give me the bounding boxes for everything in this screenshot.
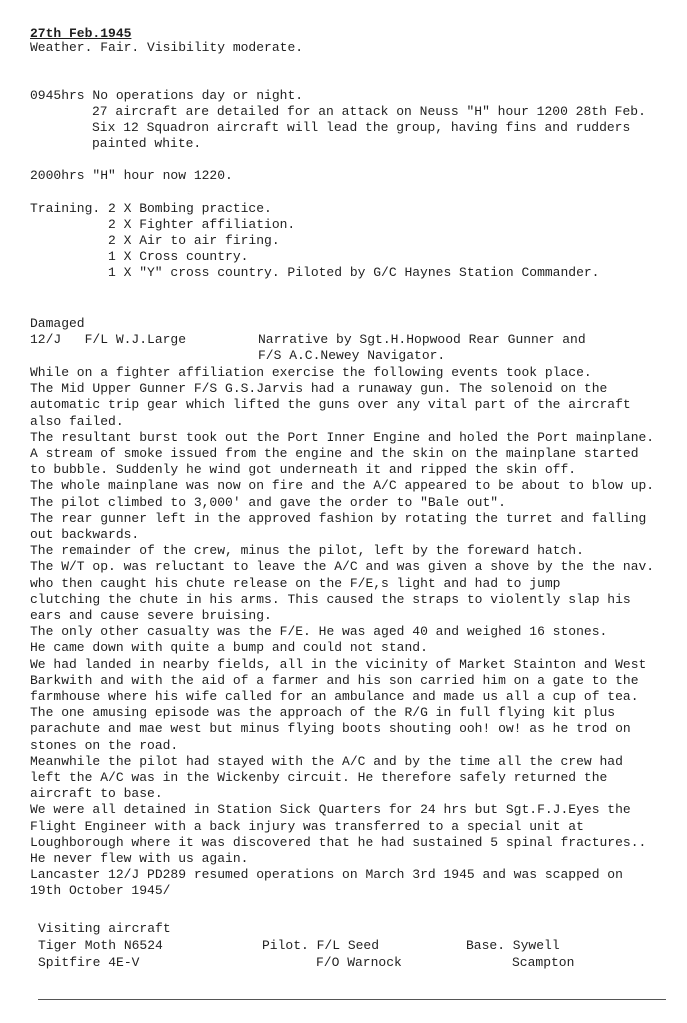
narrative-line: While on a fighter affiliation exercise the following events took place. (30, 365, 592, 380)
narrative-line: We had landed in nearby fields, all in the vicinity of Market Stainton and West (30, 656, 647, 672)
ops-detail-line: Six 12 Squadron aircraft will lead the group, having fins and rudders (92, 120, 631, 135)
ops-detail-line: 27 aircraft are detailed for an attack on Neuss "H" hour 1200 28th Feb. (92, 104, 646, 119)
training-label: Training. (30, 201, 101, 216)
visiting-aircraft: Spitfire 4E-V (38, 955, 140, 970)
narrative-line: parachute and mae west but minus flying boots shouting ooh! ow! as he trod on (30, 721, 631, 737)
narrative-line: to bubble. Suddenly he wind got underneath it and ripped the skin off. (30, 462, 577, 478)
narrative-line: who then caught his chute release on the F/E,s light and had to jump (30, 575, 561, 591)
narrative-line: aircraft to base. (30, 786, 163, 802)
narrative-line: Loughborough where it was discovered that he had sustained 5 spinal fractures.. (30, 834, 647, 850)
training-item: 1 X Cross country. (108, 249, 249, 264)
narrative-line: We were all detained in Station Sick Quarters for 24 hrs but Sgt.F.J.Eyes the (30, 802, 631, 818)
narrative-line: Meanwhile the pilot had stayed with the A/C and by the time all the crew had (30, 753, 623, 769)
visiting-base: Scampton (512, 955, 575, 970)
narrative-line: The pilot climbed to 3,000' and gave the order to "Bale out". (30, 494, 506, 510)
narrative-line: Lancaster 12/J PD289 resumed operations on March 3rd 1945 and was scapped on (30, 867, 623, 883)
narrative-line: The only other casualty was the F/E. He was aged 40 and weighed 16 stones. (30, 624, 608, 640)
training-item: 2 X Fighter affiliation. (108, 217, 296, 232)
bottom-divider (38, 999, 666, 1000)
visiting-base: Base. Sywell (466, 938, 560, 953)
narrative-line: He came down with quite a bump and could not stand. (30, 640, 428, 656)
ops-line-0945: 0945hrs No operations day or night. (30, 88, 304, 103)
narrative-line: Flight Engineer with a back injury was transferred to a special unit at (30, 818, 584, 834)
narrative-line: The W/T op. was reluctant to leave the A/C and was given a shove by the the nav. (30, 559, 655, 575)
ops-detail-line: painted white. (92, 136, 202, 151)
narrative-line: also failed. (30, 413, 124, 429)
weather-line: Weather. Fair. Visibility moderate. (30, 40, 304, 55)
narrative-line: The Mid Upper Gunner F/S G.S.Jarvis had a runaway gun. The solenoid on the (30, 381, 608, 397)
narrative-line: ears and cause severe bruising. (30, 608, 272, 623)
narrative-line: The remainder of the crew, minus the pilot, left by the foreward hatch. (30, 543, 584, 559)
narrative-line: out backwards. (30, 527, 140, 542)
visiting-heading: Visiting aircraft (38, 921, 171, 936)
training-item: 2 X Bombing practice. (108, 201, 272, 216)
training-item: 2 X Air to air firing. (108, 233, 280, 248)
narrative-line: The resultant burst took out the Port Inner Engine and holed the Port mainplane. (30, 429, 655, 445)
damaged-heading: Damaged (30, 316, 85, 331)
narrative-line: stones on the road. (30, 737, 179, 753)
narrative-line: The rear gunner left in the approved fashion by rotating the turret and falling (30, 510, 647, 526)
visiting-aircraft: Tiger Moth N6524 (38, 938, 163, 953)
narrative-line: A stream of smoke issued from the engine and the skin on the mainplane started (30, 446, 639, 461)
visiting-pilot: Pilot. F/L Seed (262, 938, 380, 953)
narrative-credit: F/S A.C.Newey Navigator. (258, 348, 446, 363)
narrative-line: 19th October 1945/ (30, 883, 171, 899)
narrative-line: Barkwith and with the aid of a farmer and his son carried him on a gate to the (30, 672, 639, 688)
narrative-line: He never flew with us again. (30, 851, 249, 866)
visiting-pilot: F/O Warnock (316, 955, 402, 970)
narrative-line: left the A/C was in the Wickenby circuit. He therefore safely returned the (30, 770, 608, 785)
narrative-line: farmhouse where his wife called for an ambulance and made us all a cup of tea. (30, 689, 639, 704)
training-item: 1 X "Y" cross country. Piloted by G/C Haynes Station Commander. (108, 265, 600, 280)
damaged-aircraft: 12/J F/L W.J.Large (30, 332, 187, 347)
entry-date: 27th Feb.1945 (30, 26, 132, 41)
narrative-line: automatic trip gear which lifted the guns over any vital part of the aircraft (30, 397, 631, 413)
ops-line-2000: 2000hrs "H" hour now 1220. (30, 168, 233, 183)
narrative-line: clutching the chute in his arms. This caused the straps to violently slap his (30, 591, 631, 607)
narrative-credit: Narrative by Sgt.H.Hopwood Rear Gunner and (258, 332, 586, 347)
narrative-line: The whole mainplane was now on fire and the A/C appeared to be about to blow up. (30, 478, 655, 494)
narrative-line: The one amusing episode was the approach of the R/G in full flying kit plus (30, 705, 616, 721)
